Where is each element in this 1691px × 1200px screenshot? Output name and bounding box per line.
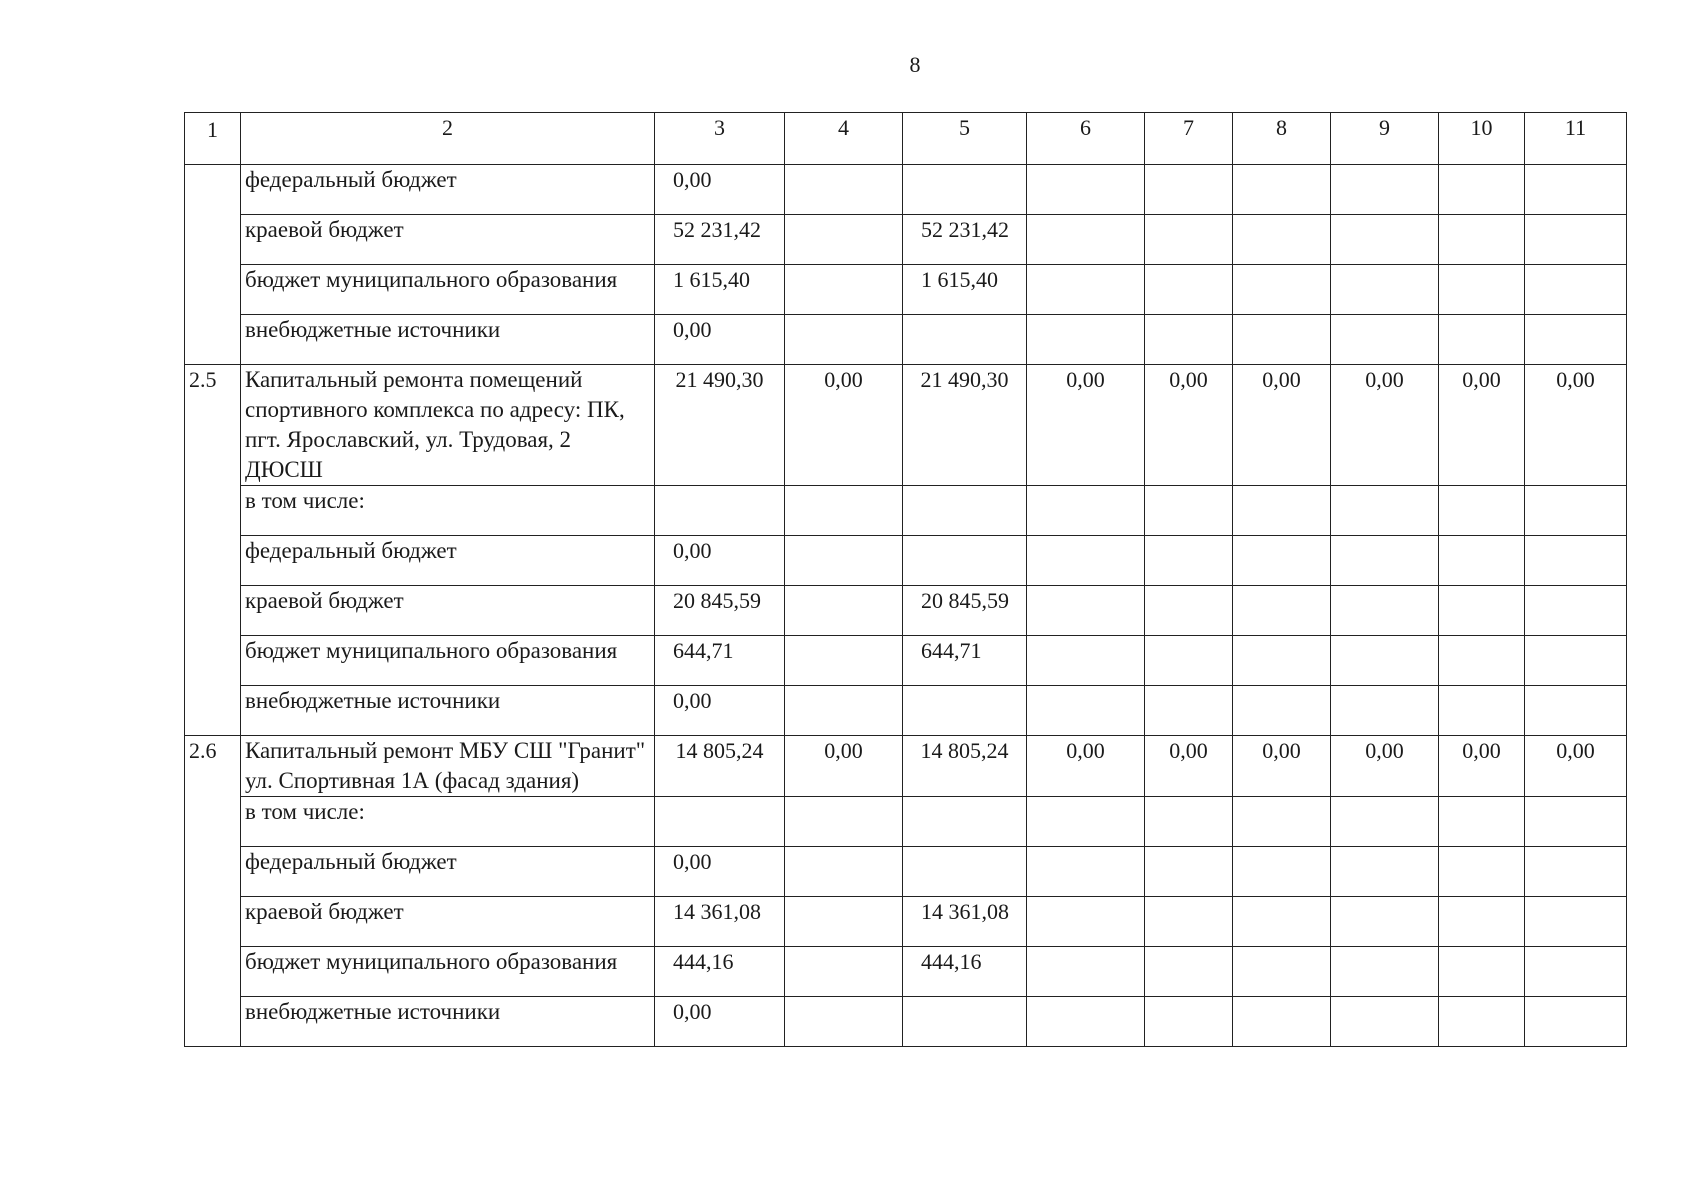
table-row <box>185 997 1627 1047</box>
empty-cell <box>785 847 903 897</box>
value-cell-col5 <box>903 997 1027 1047</box>
empty-cell <box>1331 315 1439 365</box>
empty-cell <box>1145 265 1233 315</box>
table-row <box>185 586 1627 636</box>
item-title-row <box>185 365 1627 486</box>
value-text: 444,16 <box>673 949 734 974</box>
row-label: бюджет муниципального образования <box>241 947 655 997</box>
empty-cell <box>1027 315 1145 365</box>
empty-cell <box>1145 947 1233 997</box>
empty-cell <box>1525 997 1627 1047</box>
empty-cell <box>1525 486 1627 536</box>
empty-cell <box>1027 686 1145 736</box>
empty-cell <box>655 486 785 536</box>
empty-cell <box>1439 797 1525 847</box>
value-text: 444,16 <box>921 949 982 974</box>
value-cell-col5 <box>903 686 1027 736</box>
total-value-cell: 14 805,24 <box>903 736 1027 797</box>
empty-cell <box>1145 686 1233 736</box>
empty-cell <box>1233 997 1331 1047</box>
empty-cell <box>1145 847 1233 897</box>
empty-cell <box>1331 636 1439 686</box>
total-value-cell: 0,00 <box>1439 365 1525 486</box>
including-label: в том числе: <box>241 486 655 536</box>
table-row <box>185 265 1627 315</box>
table-row <box>185 636 1627 686</box>
empty-cell <box>1145 586 1233 636</box>
budget-table <box>184 112 1627 1047</box>
empty-cell <box>1525 797 1627 847</box>
empty-cell <box>1027 997 1145 1047</box>
empty-cell <box>1027 797 1145 847</box>
empty-cell <box>1439 997 1525 1047</box>
row-label: краевой бюджет <box>241 215 655 265</box>
empty-cell <box>1525 947 1627 997</box>
total-value-cell: 0,00 <box>1145 736 1233 797</box>
empty-cell <box>1027 947 1145 997</box>
empty-cell <box>1331 947 1439 997</box>
row-label: федеральный бюджет <box>241 165 655 215</box>
empty-cell <box>1233 315 1331 365</box>
empty-cell <box>1439 265 1525 315</box>
empty-cell <box>1525 165 1627 215</box>
empty-cell <box>1439 897 1525 947</box>
empty-cell <box>1233 797 1331 847</box>
empty-cell <box>1233 686 1331 736</box>
header-cell: 6 <box>1027 113 1145 165</box>
header-cell: 10 <box>1439 113 1525 165</box>
empty-cell <box>1145 797 1233 847</box>
value-cell-col3 <box>655 165 785 215</box>
item-number: 2.5 <box>185 365 241 736</box>
empty-cell <box>1027 265 1145 315</box>
value-text: 644,71 <box>921 638 982 663</box>
value-cell-col5 <box>903 536 1027 586</box>
value-text: 0,00 <box>673 167 712 192</box>
empty-cell <box>1233 586 1331 636</box>
empty-cell <box>785 897 903 947</box>
empty-cell <box>1439 586 1525 636</box>
empty-cell <box>1145 165 1233 215</box>
empty-cell <box>1145 997 1233 1047</box>
header-cell: 11 <box>1525 113 1627 165</box>
row-label: внебюджетные источники <box>241 686 655 736</box>
value-cell-col3 <box>655 847 785 897</box>
empty-cell <box>1525 686 1627 736</box>
total-value-cell: 0,00 <box>1331 365 1439 486</box>
value-text: 14 361,08 <box>921 899 1009 924</box>
empty-cell <box>1145 636 1233 686</box>
empty-cell <box>1027 636 1145 686</box>
empty-cell <box>1439 847 1525 897</box>
table-row <box>185 847 1627 897</box>
empty-cell <box>1331 586 1439 636</box>
empty-cell <box>1331 847 1439 897</box>
empty-cell <box>1233 847 1331 897</box>
total-value-cell: 0,00 <box>785 736 903 797</box>
empty-cell <box>1145 897 1233 947</box>
header-row <box>185 113 1627 165</box>
empty-cell <box>1233 897 1331 947</box>
row-label: внебюджетные источники <box>241 315 655 365</box>
empty-cell <box>1331 215 1439 265</box>
total-value-cell: 0,00 <box>1027 365 1145 486</box>
including-row <box>185 486 1627 536</box>
empty-cell <box>1331 165 1439 215</box>
empty-cell <box>1525 536 1627 586</box>
empty-cell <box>785 997 903 1047</box>
header-cell: 8 <box>1233 113 1331 165</box>
total-value-cell: 0,00 <box>1331 736 1439 797</box>
empty-cell <box>1027 486 1145 536</box>
value-cell-col3 <box>655 315 785 365</box>
item-title: Капитальный ремонт МБУ СШ "Гранит" ул. Спортивная 1А (фасад здания) <box>241 736 655 797</box>
row-label: краевой бюджет <box>241 897 655 947</box>
empty-cell <box>1233 215 1331 265</box>
empty-cell <box>1233 947 1331 997</box>
total-value-cell: 0,00 <box>1525 365 1627 486</box>
total-value-cell: 21 490,30 <box>655 365 785 486</box>
empty-cell <box>785 947 903 997</box>
empty-cell <box>1439 536 1525 586</box>
empty-cell <box>1331 897 1439 947</box>
value-cell-col3 <box>655 586 785 636</box>
value-text: 0,00 <box>673 999 712 1024</box>
empty-cell <box>1145 315 1233 365</box>
value-cell-col5 <box>903 165 1027 215</box>
empty-cell <box>1145 486 1233 536</box>
empty-cell <box>1233 165 1331 215</box>
including-label: в том числе: <box>241 797 655 847</box>
empty-cell <box>785 686 903 736</box>
empty-cell <box>1331 686 1439 736</box>
value-cell-col3 <box>655 997 785 1047</box>
empty-cell <box>1145 536 1233 586</box>
empty-cell <box>1331 265 1439 315</box>
table-row <box>185 315 1627 365</box>
empty-cell <box>1525 215 1627 265</box>
empty-cell <box>785 165 903 215</box>
value-cell-col5 <box>903 947 1027 997</box>
empty-cell <box>785 315 903 365</box>
empty-cell <box>1439 215 1525 265</box>
value-text: 20 845,59 <box>673 588 761 613</box>
row-label: внебюджетные источники <box>241 997 655 1047</box>
empty-cell <box>655 797 785 847</box>
empty-cell <box>1145 215 1233 265</box>
value-cell-col3 <box>655 265 785 315</box>
total-value-cell: 0,00 <box>1145 365 1233 486</box>
empty-cell <box>1233 265 1331 315</box>
value-text: 0,00 <box>673 688 712 713</box>
value-cell-col5 <box>903 586 1027 636</box>
empty-cell <box>1439 686 1525 736</box>
total-value-cell: 0,00 <box>1233 365 1331 486</box>
table-row <box>185 897 1627 947</box>
empty-cell <box>1027 536 1145 586</box>
table-row <box>185 947 1627 997</box>
value-text: 20 845,59 <box>921 588 1009 613</box>
value-cell-col5 <box>903 897 1027 947</box>
header-cell: 7 <box>1145 113 1233 165</box>
row-label: федеральный бюджет <box>241 536 655 586</box>
value-text: 644,71 <box>673 638 734 663</box>
empty-cell <box>785 265 903 315</box>
table-row <box>185 215 1627 265</box>
empty-cell <box>1439 486 1525 536</box>
value-cell-col3 <box>655 215 785 265</box>
value-cell-col5 <box>903 265 1027 315</box>
page-number: 8 <box>909 52 921 77</box>
empty-cell <box>1525 636 1627 686</box>
empty-cell <box>785 586 903 636</box>
row-label: федеральный бюджет <box>241 847 655 897</box>
empty-cell <box>1525 315 1627 365</box>
empty-cell <box>1439 947 1525 997</box>
empty-cell <box>1525 847 1627 897</box>
empty-cell <box>1331 486 1439 536</box>
empty-cell <box>1027 847 1145 897</box>
empty-cell <box>1233 486 1331 536</box>
empty-cell <box>1027 897 1145 947</box>
total-value-cell: 0,00 <box>1233 736 1331 797</box>
value-cell-col5 <box>903 315 1027 365</box>
empty-cell <box>785 797 903 847</box>
empty-cell <box>1439 165 1525 215</box>
header-cell: 3 <box>655 113 785 165</box>
header-cell: 5 <box>903 113 1027 165</box>
total-value-cell: 0,00 <box>785 365 903 486</box>
empty-cell <box>1027 165 1145 215</box>
item-title-row <box>185 736 1627 797</box>
total-value-cell: 14 805,24 <box>655 736 785 797</box>
value-cell-col3 <box>655 636 785 686</box>
empty-cell <box>1233 636 1331 686</box>
empty-cell <box>903 486 1027 536</box>
empty-cell <box>785 636 903 686</box>
total-value-cell: 0,00 <box>1439 736 1525 797</box>
including-row <box>185 797 1627 847</box>
value-text: 1 615,40 <box>921 267 998 292</box>
empty-cell <box>1233 536 1331 586</box>
empty-cell <box>1331 536 1439 586</box>
value-cell-col5 <box>903 215 1027 265</box>
row-label: краевой бюджет <box>241 586 655 636</box>
empty-cell <box>785 486 903 536</box>
empty-cell <box>1331 797 1439 847</box>
row-id-cell <box>185 165 241 365</box>
empty-cell <box>1027 586 1145 636</box>
empty-cell <box>785 536 903 586</box>
header-cell: 2 <box>241 113 655 165</box>
empty-cell <box>1525 586 1627 636</box>
empty-cell <box>1439 315 1525 365</box>
empty-cell <box>1331 997 1439 1047</box>
row-label: бюджет муниципального образования <box>241 265 655 315</box>
value-cell-col5 <box>903 636 1027 686</box>
row-label: бюджет муниципального образования <box>241 636 655 686</box>
value-text: 1 615,40 <box>673 267 750 292</box>
table-row <box>185 165 1627 215</box>
value-text: 14 361,08 <box>673 899 761 924</box>
table-row <box>185 536 1627 586</box>
table-row <box>185 686 1627 736</box>
value-cell-col3 <box>655 536 785 586</box>
item-title: Капитальный ремонта помещений спортивного комплекса по адресу: ПК, пгт. Ярославский, ул. Трудовая, 2 ДЮСШ <box>241 365 655 486</box>
value-cell-col3 <box>655 947 785 997</box>
empty-cell <box>1525 897 1627 947</box>
empty-cell <box>903 797 1027 847</box>
header-cell: 9 <box>1331 113 1439 165</box>
value-text: 0,00 <box>673 538 712 563</box>
value-cell-col3 <box>655 897 785 947</box>
empty-cell <box>1027 215 1145 265</box>
empty-cell <box>1439 636 1525 686</box>
item-number: 2.6 <box>185 736 241 1047</box>
total-value-cell: 0,00 <box>1525 736 1627 797</box>
value-text: 0,00 <box>673 317 712 342</box>
header-cell: 1 <box>185 113 241 165</box>
total-value-cell: 21 490,30 <box>903 365 1027 486</box>
value-cell-col3 <box>655 686 785 736</box>
empty-cell <box>1525 265 1627 315</box>
value-text: 52 231,42 <box>921 217 1009 242</box>
value-text: 0,00 <box>673 849 712 874</box>
header-cell: 4 <box>785 113 903 165</box>
total-value-cell: 0,00 <box>1027 736 1145 797</box>
empty-cell <box>785 215 903 265</box>
value-cell-col5 <box>903 847 1027 897</box>
value-text: 52 231,42 <box>673 217 761 242</box>
